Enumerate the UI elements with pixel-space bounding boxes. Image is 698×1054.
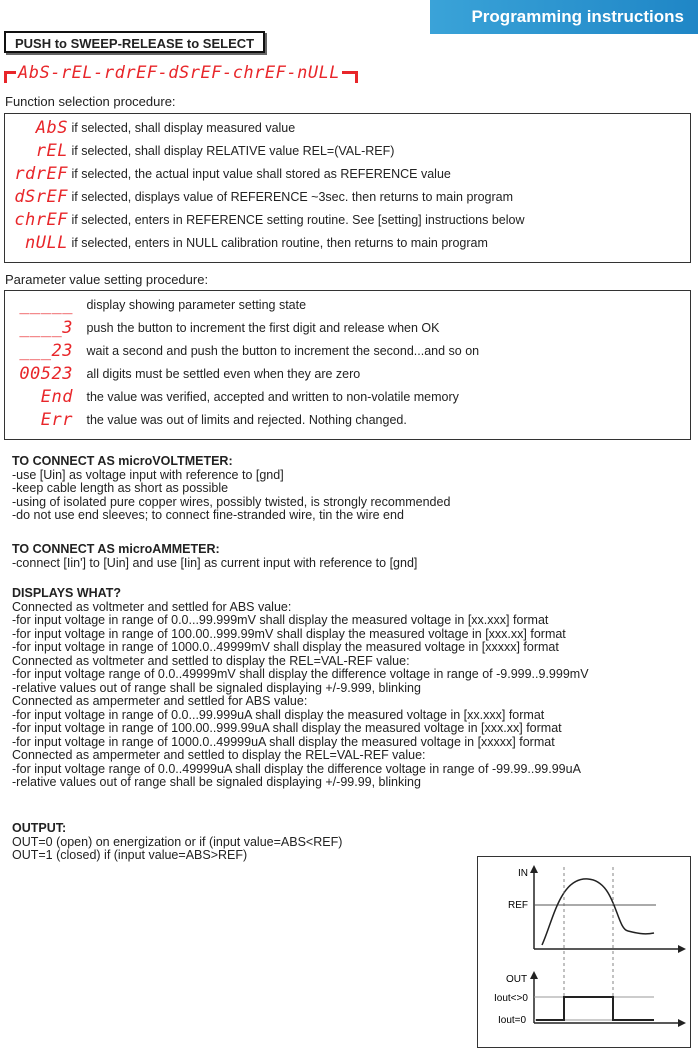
function-table (4, 113, 691, 263)
parameter-table (4, 290, 691, 440)
displays-line: -for input voltage range of 0.0..49999uA shall display the difference voltage in range of -99.99..99.99uA (12, 761, 581, 776)
voltmeter-section (12, 455, 450, 523)
function-description: if selected, the actual input value shall stored as REFERENCE value (71, 167, 451, 181)
parameter-row (5, 317, 439, 340)
segment-code: ____3 (19, 318, 73, 338)
parameter-description: push the button to increment the first digit and release when OK (86, 321, 440, 335)
displays-line: -relative values out of range shall be signaled displaying +/-9.999, blinking (12, 680, 421, 695)
function-row (5, 163, 451, 186)
output-line: OUT=0 (open) on energization or if (input value=ABS<REF) (12, 834, 343, 849)
push-instruction-label: PUSH to SWEEP-RELEASE to SELECT (4, 31, 265, 53)
segment-code: nULL (25, 233, 68, 253)
function-description: if selected, shall display RELATIVE value REL=(VAL-REF) (71, 144, 395, 158)
parameter-description: the value was verified, accepted and written to non-volatile memory (86, 390, 459, 404)
displays-line: -for input voltage in range of 0.0...99.999uA shall display the measured voltage in [xx.xxx] format (12, 707, 545, 722)
voltmeter-line: -use [Uin] as voltage input with reference to [gnd] (12, 467, 284, 482)
displays-line: -for input voltage range of 0.0..49999mV shall display the difference voltage in range of -9.999..9.999mV (12, 667, 589, 681)
function-row (5, 186, 513, 209)
function-row (5, 140, 394, 163)
function-row (5, 232, 488, 255)
segment-code: Err (40, 410, 73, 430)
parameter-row (5, 340, 479, 363)
displays-line: -for input voltage in range of 1000.0..49999mV shall display the measured voltage in [xxxxx] format (12, 640, 559, 654)
segment-code: _____ (19, 295, 73, 315)
page-header (430, 0, 698, 34)
function-row (5, 209, 524, 232)
displays-line: -relative values out of range shall be signaled displaying +/-99.99, blinking (12, 775, 421, 789)
in-axis-arrow (530, 865, 538, 873)
parameter-row (5, 386, 459, 409)
segment-code: 00523 (19, 364, 73, 384)
parameter-section-title: Parameter value setting procedure: (5, 272, 209, 287)
voltmeter-line: -using of isolated pure copper wires, possibly twisted, is strongly recommended (12, 494, 451, 509)
displays-section (12, 587, 589, 790)
output-timing-diagram (477, 856, 691, 1048)
displays-line: -for input voltage in range of 0.0...99.999mV shall display the measured voltage in [xx.xxx] format (12, 613, 549, 627)
function-description: if selected, enters in REFERENCE setting routine. See [setting] instructions below (71, 213, 525, 227)
timing-diagram-svg (478, 857, 690, 1047)
input-signal-curve (542, 879, 654, 945)
output-line: OUT=1 (closed) if (input value=ABS>REF) (12, 848, 248, 862)
segment-code: End (40, 387, 73, 407)
output-heading: OUTPUT: (12, 821, 67, 835)
parameter-row (5, 294, 306, 317)
out-label: OUT (506, 974, 528, 985)
displays-line: Connected as voltmeter and settled to display the REL=VAL-REF value: (12, 653, 410, 668)
out-axis-arrow (530, 971, 538, 979)
ammeter-heading: TO CONNECT AS microAMMETER: (12, 542, 220, 556)
output-section (12, 822, 342, 863)
output-signal (536, 997, 654, 1020)
displays-line: -for input voltage in range of 1000.0..49999uA shall display the measured voltage in [xxxxx] format (12, 734, 555, 749)
function-description: if selected, displays value of REFERENCE ~3sec. then returns to main program (71, 190, 514, 204)
displays-heading: DISPLAYS WHAT? (12, 586, 122, 600)
segment-code: rdrEF (14, 164, 68, 184)
displays-line: Connected as ampermeter and settled to display the REL=VAL-REF value: (12, 748, 426, 762)
function-description: if selected, enters in NULL calibration routine, then returns to main program (71, 236, 488, 250)
segment-code: rEL (35, 141, 68, 161)
segment-code: chrEF (14, 210, 68, 230)
displays-line: Connected as voltmeter and settled for ABS value: (12, 599, 292, 614)
voltmeter-line: -keep cable length as short as possible (12, 481, 229, 495)
header-title: Programming instructions (471, 7, 684, 26)
parameter-row (5, 409, 407, 432)
function-row (5, 117, 295, 140)
function-section-title: Function selection procedure: (5, 94, 176, 109)
segment-code: AbS (35, 118, 68, 138)
parameter-row (5, 363, 360, 386)
segment-code: ___23 (19, 341, 73, 361)
iout-off-label: Iout=0 (498, 1015, 527, 1026)
segment-code: dSrEF (14, 187, 68, 207)
displays-line: Connected as ampermeter and settled for ABS value: (12, 694, 308, 708)
ammeter-section (12, 543, 417, 570)
voltmeter-line: -do not use end sleeves; to connect fine-stranded wire, tin the wire end (12, 508, 404, 522)
time-axis-arrow (678, 945, 686, 953)
displays-line: -for input voltage in range of 100.00..999.99mV shall display the measured voltage in [xxx.xx] format (12, 626, 566, 641)
in-label: IN (518, 868, 528, 879)
parameter-description: the value was out of limits and rejected. Nothing changed. (86, 413, 407, 427)
ref-label: REF (508, 900, 528, 911)
parameter-description: all digits must be settled even when they are zero (86, 367, 361, 381)
voltmeter-heading: TO CONNECT AS microVOLTMETER: (12, 454, 233, 468)
parameter-description: wait a second and push the button to increment the second...and so on (86, 344, 480, 358)
sequence-text: AbS-rEL-rdrEF-dSrEF-chrEF-nULL (18, 63, 341, 83)
parameter-description: display showing parameter setting state (86, 298, 307, 312)
out-time-axis-arrow (678, 1019, 686, 1027)
displays-line: -for input voltage in range of 100.00..999.99uA shall display the measured voltage in [xxx.xx] format (12, 721, 562, 735)
iout-on-label: Iout<>0 (494, 993, 528, 1004)
ammeter-line: -connect [Iin'] to [Uin] and use [Iin] as current input with reference to [gnd] (12, 555, 418, 570)
function-description: if selected, shall display measured value (71, 121, 296, 135)
